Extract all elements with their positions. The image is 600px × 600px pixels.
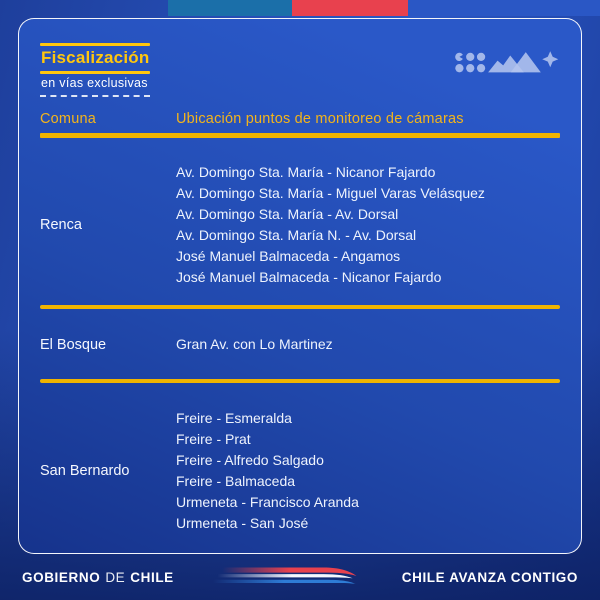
footer-word-gobierno: GOBIERNO	[22, 569, 101, 585]
locations-list	[176, 162, 560, 288]
comuna-label: El Bosque	[40, 336, 107, 353]
table-header	[40, 111, 560, 127]
flag-swoosh-icon	[213, 562, 363, 593]
col-header-comuna: Comuna	[40, 111, 97, 127]
location-row: Av. Domingo Sta. María - Nicanor Fajardo	[176, 164, 436, 180]
location-row: Urmeneta - Francisco Aranda	[176, 494, 359, 510]
footer-word-chile: CHILE	[130, 569, 174, 585]
location-row: Av. Domingo Sta. María N. - Av. Dorsal	[176, 227, 417, 243]
top-strip-teal	[168, 0, 292, 16]
section-el-bosque	[40, 309, 560, 379]
top-strip-red	[292, 0, 408, 16]
location-row: Freire - Prat	[176, 431, 251, 447]
location-row: Av. Domingo Sta. María - Miguel Varas Velásquez	[176, 185, 485, 201]
location-row: Freire - Balmaceda	[176, 473, 296, 489]
locations-list	[176, 408, 560, 534]
badge-subtitle: en vías exclusivas	[40, 76, 150, 97]
footer	[0, 554, 600, 600]
comuna-label: San Bernardo	[40, 463, 130, 479]
footer-word-de: DE	[105, 569, 126, 585]
sparkle-icon	[542, 51, 558, 67]
chile-avanza-contigo-wordmark: CHILE AVANZA CONTIGO	[401, 569, 578, 585]
dots-mountains-sparkle-logo	[453, 47, 559, 84]
locations-list	[176, 334, 560, 355]
badge-bottom-rule	[40, 71, 150, 74]
location-row: Av. Domingo Sta. María - Av. Dorsal	[176, 206, 399, 222]
badge-title: Fiscalización	[41, 48, 150, 67]
location-row: José Manuel Balmaceda - Angamos	[176, 248, 401, 264]
section-san-bernardo	[40, 383, 560, 544]
location-row: Freire - Esmeralda	[176, 410, 292, 426]
fiscalizacion-badge	[40, 43, 150, 97]
location-row: Urmeneta - San José	[176, 515, 309, 531]
dots-grid-icon	[455, 53, 485, 73]
top-strip-blue	[408, 0, 600, 16]
location-row: Freire - Alfredo Salgado	[176, 452, 324, 468]
location-row: Gran Av. con Lo Martinez	[176, 336, 333, 352]
content-card	[18, 18, 582, 554]
col-header-ubicacion: Ubicación puntos de monitoreo de cámaras	[176, 111, 464, 127]
section-renca	[40, 138, 560, 305]
gobierno-de-chile-wordmark	[22, 570, 174, 585]
location-row: José Manuel Balmaceda - Nicanor Fajardo	[176, 269, 442, 285]
mountains-icon	[488, 52, 541, 72]
comuna-label: Renca	[40, 217, 82, 233]
